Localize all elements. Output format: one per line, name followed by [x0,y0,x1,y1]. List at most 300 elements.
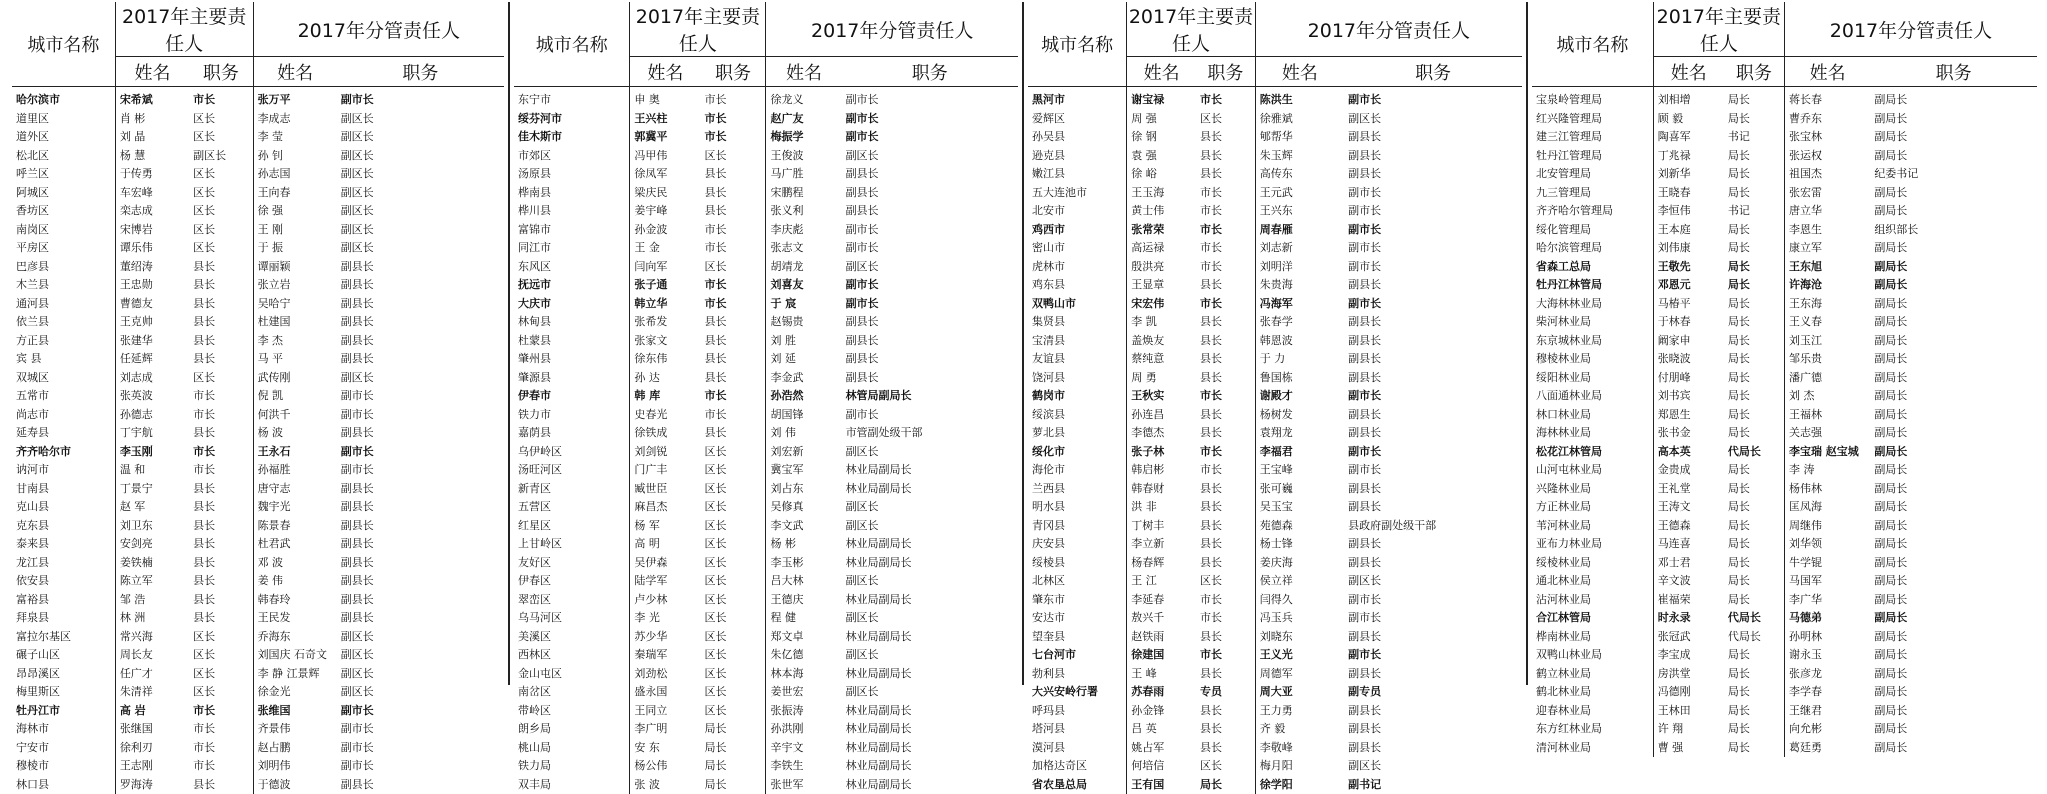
table-row [514,313,1018,332]
city-name-cell: 望奎县 [1028,628,1127,647]
city-name-cell: 杜蒙县 [514,332,630,351]
main-name-cell: 付朋峰 [1653,369,1724,388]
main-name-cell: 申 奥 [630,87,701,110]
main-role-cell: 县长 [1196,147,1255,166]
main-name-cell: 王忠勋 [115,276,189,295]
role-header: 职务 [1196,57,1255,87]
deputy-role-cell: 副区长 [842,646,1018,665]
main-role-cell: 区长 [189,184,253,203]
deputy-name-cell: 于 振 [253,239,337,258]
main-name-cell: 车宏峰 [115,184,189,203]
city-name-cell: 朗乡局 [514,720,630,739]
main-role-cell: 县长 [189,276,253,295]
main-name-cell: 常兴海 [115,628,189,647]
deputy-name-cell: 许海沧 [1784,276,1870,295]
city-name-cell: 穆棱林业局 [1532,350,1653,369]
deputy-name-cell: 王义光 [1255,646,1344,665]
table-row [514,498,1018,517]
table-row [1532,517,2037,536]
deputy-role-cell: 副市长 [842,295,1018,314]
main-name-cell: 王志刚 [115,757,189,776]
main-name-cell: 张常荣 [1127,221,1196,240]
main-role-cell: 局长 [1196,776,1255,794]
main-name-cell: 史春光 [630,406,701,425]
deputy-name-cell: 王永石 [253,443,337,462]
main-role-cell: 县长 [700,184,766,203]
main-role-cell: 局长 [1724,424,1785,443]
deputy-name-cell: 匡凤海 [1784,498,1870,517]
main-role-cell: 县长 [1196,554,1255,573]
deputy-role-cell: 副县长 [842,184,1018,203]
city-name-cell: 哈尔滨管理局 [1532,239,1653,258]
deputy-role-cell: 副县长 [842,165,1018,184]
city-name-cell: 省森工总局 [1532,258,1653,277]
deputy-role-cell: 林业局副局长 [842,628,1018,647]
main-name-cell: 李 光 [630,609,701,628]
main-role-cell: 局长 [1724,184,1785,203]
city-name-cell: 新青区 [514,480,630,499]
deputy-name-cell: 李玉彬 [766,554,842,573]
main-name-cell: 杨 慧 [115,147,189,166]
main-role-cell: 区长 [700,609,766,628]
deputy-name-cell: 刘宏新 [766,443,842,462]
deputy-responsible-header: 2017年分管责任人 [253,2,504,57]
main-name-cell: 肖 彬 [115,110,189,129]
main-name-cell: 顾 毅 [1653,110,1724,129]
main-name-cell: 张子通 [630,276,701,295]
main-name-cell: 黄士伟 [1127,202,1196,221]
deputy-role-cell: 副专员 [1344,683,1522,702]
city-name-cell: 北安管理局 [1532,165,1653,184]
main-name-cell: 房洪堂 [1653,665,1724,684]
role-header: 职务 [1870,57,2037,87]
city-name-cell: 宾 县 [12,350,115,369]
city-name-cell: 木兰县 [12,276,115,295]
deputy-role-cell: 副县长 [337,480,504,499]
main-name-cell: 姜铁楠 [115,554,189,573]
deputy-name-cell: 祖国杰 [1784,165,1870,184]
table-row [1028,165,1522,184]
city-name-cell: 大兴安岭行署 [1028,683,1127,702]
main-role-cell: 县长 [700,202,766,221]
main-role-cell: 区长 [700,628,766,647]
deputy-name-cell: 唐立华 [1784,202,1870,221]
table-row [514,665,1018,684]
table-row [12,147,504,166]
deputy-name-cell: 邓 波 [253,554,337,573]
table-row [12,276,504,295]
deputy-name-cell: 程 健 [766,609,842,628]
main-name-cell: 马连喜 [1653,535,1724,554]
main-role-cell: 局长 [1724,350,1785,369]
deputy-role-cell: 林业局副局长 [842,535,1018,554]
table-row [1028,184,1522,203]
main-role-cell: 局长 [1724,683,1785,702]
main-name-cell: 王晓春 [1653,184,1724,203]
table-row [514,554,1018,573]
deputy-role-cell: 副局长 [1870,387,2037,406]
city-name-cell: 东方红林业局 [1532,720,1653,739]
city-name-cell: 市郊区 [514,147,630,166]
city-name-cell: 鸡西市 [1028,221,1127,240]
table-row [514,628,1018,647]
table-row [12,757,504,776]
city-name-cell: 绥棱林业局 [1532,554,1653,573]
city-name-cell: 通河县 [12,295,115,314]
city-name-cell: 塔河县 [1028,720,1127,739]
deputy-name-cell: 赵占鹏 [253,739,337,758]
table-row [12,239,504,258]
deputy-name-cell: 张宏雷 [1784,184,1870,203]
main-role-cell: 市长 [700,387,766,406]
table-row [12,202,504,221]
table-row [1028,350,1522,369]
main-role-cell: 区长 [700,147,766,166]
main-role-cell: 局长 [1724,147,1785,166]
table-row [1028,276,1522,295]
main-name-cell: 王礼堂 [1653,480,1724,499]
deputy-name-cell: 杜建国 [253,313,337,332]
main-name-cell: 韩启彬 [1127,461,1196,480]
table-row [514,517,1018,536]
main-name-cell: 曹德友 [115,295,189,314]
city-name-cell: 五常市 [12,387,115,406]
main-name-cell: 马椿平 [1653,295,1724,314]
main-name-cell: 徐 峪 [1127,165,1196,184]
deputy-name-cell: 杨士锋 [1255,535,1344,554]
deputy-role-cell: 副市长 [842,110,1018,129]
deputy-role-cell: 副市长 [1344,591,1522,610]
deputy-role-cell: 林业局副局长 [842,665,1018,684]
table-row [1532,350,2037,369]
table-row [12,776,504,794]
main-name-cell: 孙金波 [630,221,701,240]
table-row [1532,313,2037,332]
main-name-cell: 门广丰 [630,461,701,480]
main-role-cell: 县长 [1196,406,1255,425]
deputy-role-cell: 副区长 [337,165,504,184]
name-header: 姓名 [1784,57,1870,87]
table-row [12,702,504,721]
table-row [514,350,1018,369]
main-role-cell: 代局长 [1724,609,1785,628]
city-name-cell: 齐齐哈尔管理局 [1532,202,1653,221]
main-responsible-header: 2017年主要责任人 [115,2,253,57]
main-role-cell: 区长 [189,369,253,388]
main-role-cell: 区长 [189,646,253,665]
main-role-cell: 专员 [1196,683,1255,702]
main-name-cell: 许 翔 [1653,720,1724,739]
table-row [1028,424,1522,443]
deputy-name-cell: 闫得久 [1255,591,1344,610]
deputy-name-cell: 李恩生 [1784,221,1870,240]
city-name-cell: 庆安县 [1028,535,1127,554]
main-name-cell: 刘相增 [1653,87,1724,110]
main-role-cell: 局长 [1724,535,1785,554]
deputy-role-cell: 副局长 [1870,147,2037,166]
main-role-cell: 局长 [1724,406,1785,425]
deputy-name-cell: 梅振学 [766,128,842,147]
deputy-name-cell: 朱玉辉 [1255,147,1344,166]
deputy-responsible-header: 2017年分管责任人 [1784,2,2037,57]
main-role-cell: 区长 [1196,572,1255,591]
role-header: 职务 [1724,57,1785,87]
city-name-cell: 通北林业局 [1532,572,1653,591]
deputy-name-cell: 牛学锟 [1784,554,1870,573]
table-row [514,295,1018,314]
deputy-role-cell: 副局长 [1870,184,2037,203]
deputy-name-cell: 徐学阳 [1255,776,1344,794]
main-role-cell: 市长 [189,739,253,758]
city-name-cell: 汤旺河区 [514,461,630,480]
table-row [1532,739,2037,758]
deputy-role-cell: 副局长 [1870,591,2037,610]
deputy-role-cell: 副局长 [1870,128,2037,147]
table-row [514,110,1018,129]
deputy-role-cell: 副县长 [1344,350,1522,369]
main-role-cell: 代局长 [1724,443,1785,462]
main-role-cell: 市长 [700,239,766,258]
main-name-cell: 杨 军 [630,517,701,536]
main-name-cell: 孙 达 [630,369,701,388]
table-row [1028,535,1522,554]
main-name-cell: 辛文波 [1653,572,1724,591]
city-name-cell: 勃利县 [1028,665,1127,684]
city-name-cell: 伊春区 [514,572,630,591]
deputy-role-cell: 副市长 [1344,443,1522,462]
deputy-role-cell: 副县长 [842,369,1018,388]
deputy-name-cell: 刘 延 [766,350,842,369]
table-row [514,128,1018,147]
city-name-cell: 鸡东县 [1028,276,1127,295]
main-name-cell: 谢宝禄 [1127,87,1196,110]
deputy-role-cell: 副市长 [337,406,504,425]
city-name-cell: 亚布力林业局 [1532,535,1653,554]
main-role-cell: 局长 [1724,332,1785,351]
main-role-cell: 市长 [700,221,766,240]
city-name-cell: 宝泉岭管理局 [1532,87,1653,110]
deputy-name-cell: 孙 钊 [253,147,337,166]
deputy-name-cell: 张义利 [766,202,842,221]
deputy-name-cell: 王力勇 [1255,702,1344,721]
deputy-name-cell: 杨树发 [1255,406,1344,425]
deputy-role-cell: 副区长 [1344,110,1522,129]
table-row [514,165,1018,184]
main-role-cell: 县长 [1196,332,1255,351]
deputy-name-cell: 王德庆 [766,591,842,610]
main-name-cell: 栾志成 [115,202,189,221]
main-name-cell: 安 东 [630,739,701,758]
main-name-cell: 李恒伟 [1653,202,1724,221]
main-name-cell: 王克帅 [115,313,189,332]
name-header: 姓名 [1653,57,1724,87]
deputy-role-cell: 副区长 [337,128,504,147]
table-row [12,369,504,388]
main-role-cell: 区长 [700,535,766,554]
main-role-cell: 县长 [1196,165,1255,184]
table-row [12,87,504,110]
deputy-role-cell: 副县长 [337,295,504,314]
table-row [12,646,504,665]
main-role-cell: 市长 [1196,646,1255,665]
deputy-name-cell: 李学春 [1784,683,1870,702]
main-name-cell: 张书金 [1653,424,1724,443]
table-row [1532,369,2037,388]
table-row [1532,258,2037,277]
city-name-cell: 双城区 [12,369,115,388]
main-role-cell: 县长 [189,776,253,794]
main-role-cell: 局长 [700,776,766,794]
main-role-cell: 县长 [189,258,253,277]
main-role-cell: 局长 [1724,498,1785,517]
main-role-cell: 市长 [189,406,253,425]
city-name-cell: 牡丹江管理局 [1532,147,1653,166]
main-role-cell: 县长 [1196,350,1255,369]
deputy-role-cell: 副局长 [1870,313,2037,332]
main-role-cell: 县长 [189,554,253,573]
deputy-role-cell: 副县长 [337,609,504,628]
main-name-cell: 李延春 [1127,591,1196,610]
city-name-cell: 绥化市 [1028,443,1127,462]
table-row [1028,517,1522,536]
role-header: 职务 [700,57,766,87]
table-row [1532,572,2037,591]
main-name-cell: 徐铁成 [630,424,701,443]
deputy-name-cell: 胡国锋 [766,406,842,425]
table-row [1532,535,2037,554]
deputy-name-cell: 刘 杰 [1784,387,1870,406]
table-row [12,739,504,758]
main-name-cell: 王 江 [1127,572,1196,591]
main-name-cell: 邓士君 [1653,554,1724,573]
main-role-cell: 县长 [1196,480,1255,499]
deputy-role-cell: 林管局副局长 [842,387,1018,406]
main-role-cell: 局长 [1724,221,1785,240]
deputy-name-cell: 吕大林 [766,572,842,591]
main-role-cell: 市长 [700,276,766,295]
table-row [1028,720,1522,739]
deputy-role-cell: 副区长 [337,369,504,388]
table-panel-3 [1024,2,1528,685]
main-role-cell: 局长 [1724,387,1785,406]
city-name-cell: 克山县 [12,498,115,517]
main-name-cell: 孙德志 [115,406,189,425]
main-name-cell: 郭冀平 [630,128,701,147]
deputy-role-cell: 副市长 [842,87,1018,110]
responsibility-table-sheet [8,2,2041,685]
city-name-cell: 佳木斯市 [514,128,630,147]
deputy-name-cell: 李福君 [1255,443,1344,462]
city-name-cell: 呼兰区 [12,165,115,184]
main-role-cell: 书记 [1724,128,1785,147]
city-name-cell: 加格达奇区 [1028,757,1127,776]
main-role-cell: 县长 [1196,276,1255,295]
main-name-cell: 蔡纯意 [1127,350,1196,369]
table-row [12,665,504,684]
deputy-role-cell: 组织部长 [1870,221,2037,240]
table-row [12,424,504,443]
main-name-cell: 王秋实 [1127,387,1196,406]
deputy-role-cell: 副区长 [842,443,1018,462]
deputy-role-cell: 副区长 [842,609,1018,628]
table-row [514,147,1018,166]
deputy-role-cell: 副县长 [842,313,1018,332]
city-name-cell: 肇源县 [514,369,630,388]
main-name-cell: 杨公伟 [630,757,701,776]
deputy-name-cell: 曹乔东 [1784,110,1870,129]
table-row [12,406,504,425]
deputy-role-cell: 副县长 [1344,276,1522,295]
deputy-role-cell: 副县长 [842,202,1018,221]
table-row [1532,443,2037,462]
main-name-cell: 何培信 [1127,757,1196,776]
main-role-cell: 市长 [1196,221,1255,240]
main-role-cell: 县长 [1196,739,1255,758]
main-role-cell: 区长 [700,443,766,462]
main-name-cell: 盛永国 [630,683,701,702]
deputy-name-cell: 于 宸 [766,295,842,314]
deputy-name-cell: 何洪千 [253,406,337,425]
deputy-role-cell: 副局长 [1870,239,2037,258]
main-name-cell: 刘劲松 [630,665,701,684]
table-row [12,110,504,129]
main-name-cell: 曹 强 [1653,739,1724,758]
city-name-cell: 爱辉区 [1028,110,1127,129]
deputy-name-cell: 邹乐贵 [1784,350,1870,369]
city-name-cell: 北安市 [1028,202,1127,221]
deputy-role-cell: 副局长 [1870,110,2037,129]
city-name-cell: 平房区 [12,239,115,258]
city-name-cell: 双鸭山市 [1028,295,1127,314]
main-name-cell: 安剑亮 [115,535,189,554]
deputy-name-cell: 辛宇文 [766,739,842,758]
table-row [514,332,1018,351]
main-name-cell: 张子林 [1127,443,1196,462]
deputy-role-cell: 副市长 [1344,646,1522,665]
deputy-name-cell: 向允彬 [1784,720,1870,739]
table-row [1028,295,1522,314]
main-name-cell: 刘 晶 [115,128,189,147]
table-row [1532,554,2037,573]
main-name-cell: 姚占军 [1127,739,1196,758]
table-row [1028,554,1522,573]
table-row [12,443,504,462]
main-role-cell: 副区长 [189,147,253,166]
deputy-role-cell: 副局长 [1870,517,2037,536]
table-row [1028,239,1522,258]
table-row [12,313,504,332]
deputy-name-cell: 张维国 [253,702,337,721]
main-role-cell: 书记 [1724,202,1785,221]
deputy-role-cell: 副区长 [337,202,504,221]
table-row [12,258,504,277]
name-header: 姓名 [1255,57,1344,87]
main-role-cell: 县长 [700,313,766,332]
table-row [1028,683,1522,702]
deputy-name-cell: 张万平 [253,87,337,110]
role-header: 职务 [1344,57,1522,87]
main-name-cell: 王 金 [630,239,701,258]
deputy-name-cell: 赵广友 [766,110,842,129]
deputy-name-cell: 张宝林 [1784,128,1870,147]
main-role-cell: 市长 [1196,258,1255,277]
city-name-cell: 友谊县 [1028,350,1127,369]
city-name-cell: 富拉尔基区 [12,628,115,647]
table-panel-4 [1528,2,2041,685]
city-name-cell: 富锦市 [514,221,630,240]
deputy-role-cell: 副区长 [337,628,504,647]
main-role-cell: 局长 [1724,369,1785,388]
